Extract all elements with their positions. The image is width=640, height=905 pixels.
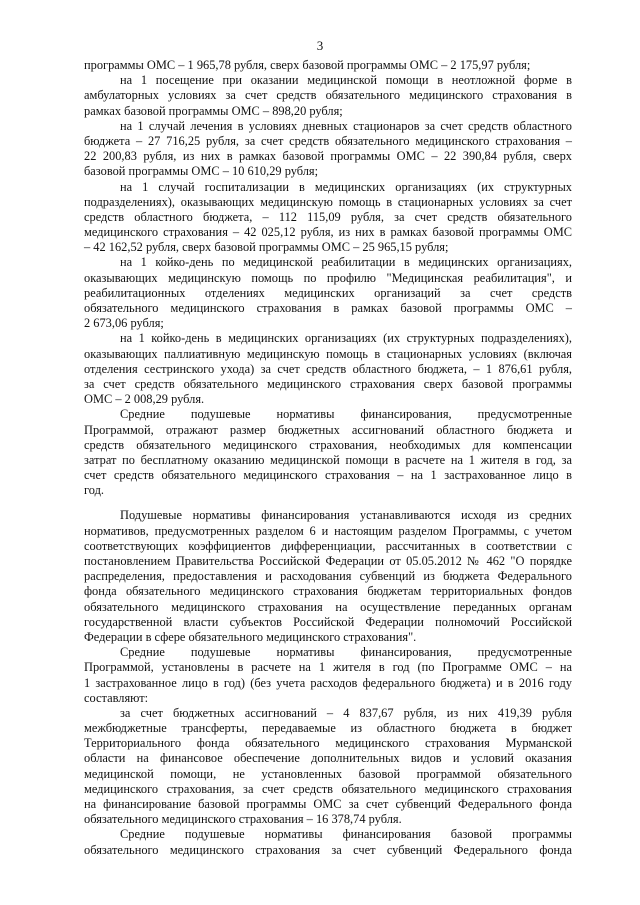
text-line: Программой, отражают размер бюджетных ассигнований областного бюджета и xyxy=(84,422,572,437)
text-line: базовой программы ОМС – 10 610,29 рубля; xyxy=(84,164,319,179)
text-line: за счет средств обязательного медицинского страхования сверх базовой программы xyxy=(84,376,572,391)
text-line: на 1 случай лечения в условиях дневных стационаров за счет средств областного xyxy=(120,118,572,133)
text-line: ОМС – 2 008,29 рубля. xyxy=(84,392,205,407)
text-line: затрат по бесплатному оказанию медицинской помощи в расчете на 1 жителя в год, за xyxy=(84,452,572,467)
paragraph xyxy=(84,73,572,119)
text-line: Подушевые нормативы финансирования устанавливаются исходя из средних xyxy=(120,508,572,523)
text-line: обязательного медицинского страхования за счет субвенций Федерального фонда xyxy=(84,842,572,857)
text-line: средств обязательного медицинского страхования, необходимых для компенсации xyxy=(84,437,572,452)
text-line: на 1 койко-день в медицинских организациях (их структурных подразделениях), xyxy=(120,331,572,346)
text-line: фонда обязательного медицинского страхования бюджетам территориальных фондов xyxy=(84,584,572,599)
text-line: Средние подушевые нормативы финансирования, предусмотренные xyxy=(120,645,572,660)
paragraph xyxy=(84,255,572,331)
text-line: нормативов, предусмотренных разделом 6 и настоящим разделом Программы, с учетом xyxy=(84,523,572,538)
text-line: обязательного медицинского страхования в рамках базовой программы ОМС – xyxy=(84,301,572,315)
text-line: счет средств обязательного медицинского страхования – на 1 застрахованное лицо в xyxy=(84,468,572,483)
text-line: 1 застрахованное лицо в год) (без учета расходов федерального бюджета) и в 2016 году xyxy=(84,675,572,690)
text-line: на 1 посещение при оказании медицинской помощи в неотложной форме в xyxy=(120,73,572,88)
paragraph xyxy=(84,58,572,73)
text-line: составляют: xyxy=(84,690,149,705)
text-line: обязательного медицинского страхования на осуществление переданных органам xyxy=(84,599,572,614)
paragraph-gap xyxy=(84,498,572,508)
paragraph xyxy=(84,645,572,706)
text-line: Территориального фонда обязательного медицинского страхования Мурманской xyxy=(84,736,572,751)
paragraph xyxy=(84,706,572,828)
paragraph xyxy=(84,180,572,256)
text-line: государственной власти субъектов Российской Федерации полномочий Российской xyxy=(84,614,572,629)
text-line: бюджета – 27 716,25 рубля, за счет средств обязательного медицинского страхования – xyxy=(84,133,572,148)
text-line: 22 200,83 рубля, из них в рамках базовой программы ОМС – 22 390,84 рубля, сверх xyxy=(84,149,572,164)
paragraph xyxy=(84,331,572,407)
document-body xyxy=(84,58,572,858)
page-number: 3 xyxy=(316,38,324,53)
text-line: – 42 162,52 рубля, сверх базовой программы ОМС – 25 965,15 рубля; xyxy=(84,240,449,255)
text-line: обязательного медицинского страхования – 16 378,74 рубля. xyxy=(84,812,402,827)
text-line: распределения, предоставления и расходования субвенций из бюджета Федерального xyxy=(84,569,572,584)
text-line: отделения сестринского ухода) за счет средств областного бюджета, – 1 876,61 рубля, xyxy=(84,361,572,376)
text-line: медицинской помощи, не установленных базовой программой обязательного xyxy=(84,766,572,781)
text-line: Средние подушевые нормативы финансирования, предусмотренные xyxy=(120,407,572,422)
paragraph xyxy=(84,119,572,180)
text-line: 2 673,06 рубля; xyxy=(84,316,164,331)
text-line: Федерации в сфере обязательного медицинского страхования". xyxy=(84,629,417,644)
text-line: подразделениях), оказывающих медицинскую помощь в стационарных условиях за счет xyxy=(84,194,572,209)
text-line: межбюджетные трансферты, передаваемые из областного бюджета в бюджет xyxy=(84,721,572,736)
text-line: на 1 случай госпитализации в медицинских организациях (их структурных xyxy=(120,179,572,194)
text-line: средств областного бюджета, – 112 115,09 рубля, за счет средств обязательного xyxy=(84,209,572,224)
paragraph xyxy=(84,827,572,857)
text-line: оказывающих медицинскую помощь по профилю "Медицинская реабилитация", и xyxy=(84,270,572,285)
text-line: за счет бюджетных ассигнований – 4 837,67 рубля, из них 419,39 рубля xyxy=(120,705,572,720)
text-line: медицинского страхования – 42 025,12 рубля, из них в рамках базовой программы ОМС xyxy=(84,225,572,240)
text-line: Программой, установлены в расчете на 1 жителя в год (по Программе ОМС – на xyxy=(84,660,572,675)
text-line: реабилитационных отделениях медицинских организаций за счет средств xyxy=(84,285,572,300)
text-line: на финансирование базовой программы ОМС за счет субвенций Федерального фонда xyxy=(84,797,572,811)
text-line: медицинского страхования, за счет средств обязательного медицинского страхования xyxy=(84,781,572,796)
text-line: рамках базовой программы ОМС – 898,20 рубля; xyxy=(84,103,343,118)
text-line: год. xyxy=(84,483,105,498)
text-line: оказывающих паллиативную медицинскую помощь в стационарных условиях (включая xyxy=(84,346,572,361)
text-line: на 1 койко-день по медицинской реабилитации в медицинских организациях, xyxy=(120,255,572,270)
paragraph xyxy=(84,508,572,645)
text-line: Средние подушевые нормативы финансирования базовой программы xyxy=(120,827,572,842)
text-line: области на финансовое обеспечение дополнительных видов и условий оказания xyxy=(84,751,572,766)
text-line: соответствующих коэффициентов дифференциации, рассчитанных в соответствии с xyxy=(84,538,572,553)
paragraph xyxy=(84,407,572,498)
text-line: амбулаторных условиях за счет средств обязательного медицинского страхования в xyxy=(84,88,572,103)
text-line: программы ОМС – 1 965,78 рубля, сверх базовой программы ОМС – 2 175,97 рубля; xyxy=(84,58,531,72)
text-line: постановлением Правительства Российской Федерации от 05.05.2012 № 462 "О порядке xyxy=(84,554,572,568)
